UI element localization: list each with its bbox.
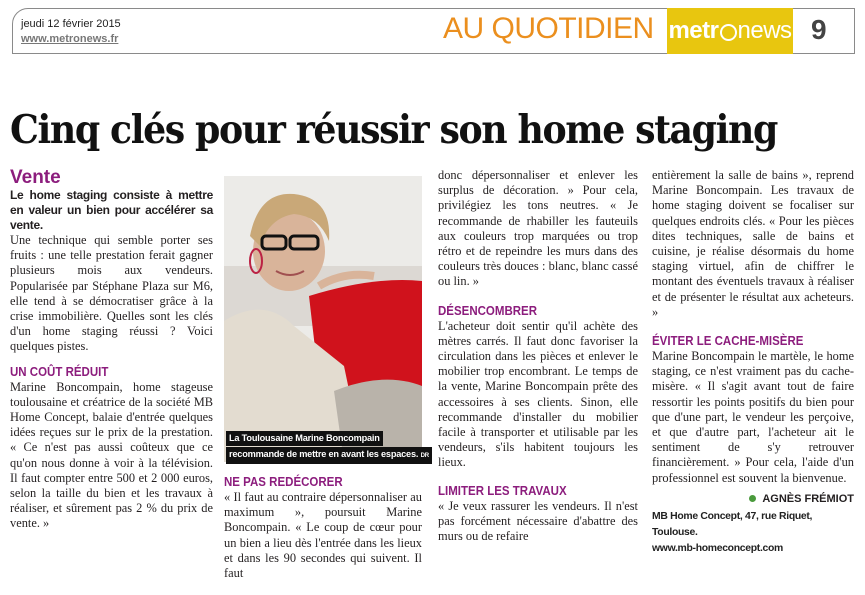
bullet-icon: [749, 495, 756, 502]
caption-line-2: recommande de mettre en avant les espaces.: [229, 449, 419, 459]
section-body-eviter-cache-misere: Marine Boncompain le martèle, le home staging, ce n'est vraiment pas du cache-misère. « Il s'agit avant tout de faire ressortir les points positifs du bien pour que d'une part, le vendeur les perçoive, et que d'autre part, l'acheteur ait le sentiment de s'y retrouver financièrement. » Pour cela, l'aide d'un professionnel est souvent la bienvenue.: [652, 349, 854, 485]
section-body-ne-pas-redecorer-2: donc dépersonnaliser et enlever les surplus de décoration. » Pour cela, privilégiez les tons neutres. « Je recommande de rhabiller les fauteuils aux couleurs trop marquées ou trop rétro et de repeindre les murs dans des couleurs très douces : blanc, blanc cassé ou lin. »: [438, 168, 638, 289]
subhead-desencombrer: DÉSENCOMBRER: [438, 303, 538, 318]
author-byline: [652, 492, 854, 507]
article-headline: Cinq clés pour réussir son home staging: [10, 107, 777, 153]
company-info: [652, 509, 854, 557]
section-body-desencombrer: L'acheteur doit sentir qu'il achète des mètres carrés. Il faut donc favoriser la circulation dans les pièces et enlever le mobilier trop encombrant. Le temps de la vente, Marine Boncompain prête des accessoires à ses clients. Sinon, elle recommande d'installer du mobilier facile à transporter et utilisable par les vendeurs, s'ils habitent toujours les lieux.: [438, 318, 638, 470]
page-number: 9: [811, 14, 827, 45]
column-1: [10, 168, 213, 532]
portrait-image: [224, 176, 422, 462]
metronews-logo: [667, 8, 793, 54]
article-kicker: Vente: [10, 167, 61, 188]
brand-part2: news: [737, 17, 792, 44]
column-2: [224, 470, 422, 581]
page-header: [12, 8, 855, 54]
subhead-ne-pas-redecorer: NE PAS REDÉCORER: [224, 475, 343, 489]
section-body-limiter-travaux-2: entièrement la salle de bains », reprend Marine Boncompain. Les travaux de home staging doivent se focaliser sur quelques endroits clés. « Pour les pièces dites techniques, salle de bains et cuisine, je réalise désormais du home staging virtuel, afin de chiffrer le montant des éventuels travaux à réaliser et de présenter le résultat aux acheteurs. »: [652, 168, 854, 319]
author-name: AGNÈS FRÉMIOT: [762, 492, 854, 505]
section-body-limiter-travaux-1: « Je veux rassurer les vendeurs. Il n'est pas forcément nécessaire d'abattre des murs ou de refaire: [438, 498, 638, 544]
subhead-eviter-cache-misere: ÉVITER LE CACHE-MISÈRE: [652, 334, 804, 349]
globe-icon: [720, 24, 737, 41]
brand-part1: metr: [668, 17, 719, 44]
article-lead: Le home staging consiste à mettre en valeur un bien pour accélérer sa vente.: [10, 188, 213, 232]
article-intro: Une technique qui semble porter ses fruits : une telle prestation ferait gagner plusieurs mois aux vendeurs. Popularisée par Stéphane Plaza sur M6, elle tend à se démocratiser grâce à la crise immobilière. Quelles sont les clés d'un home staging réussi ? Voici quelques pistes.: [10, 233, 213, 354]
website-link[interactable]: www.metronews.fr: [21, 33, 119, 45]
column-3: [438, 168, 638, 544]
company-website[interactable]: www.mb-homeconcept.com: [652, 543, 783, 555]
section-title: AU QUOTIDIEN: [443, 12, 654, 45]
article-photo: [224, 176, 422, 462]
photo-caption: [226, 431, 432, 465]
issue-date: jeudi 12 février 2015: [21, 18, 121, 30]
company-address: MB Home Concept, 47, rue Riquet, Toulouse.: [652, 511, 813, 539]
subhead-limiter-travaux: LIMITER LES TRAVAUX: [438, 483, 567, 498]
section-body-cout-reduit: Marine Boncompain, home stageuse toulousaine et créatrice de la société MB Home Concept, balaie d'entrée quelques idées reçues sur le prix de la prestation. « Ce n'est pas aussi coûteux que ce qu'on nous donne à voir à la télévision. Il faut compter entre 500 et 2 000 euros, selon la taille du bien et les travaux à réaliser, et sûrement pas 2 % du prix de vente. »: [10, 379, 213, 531]
caption-line-1: La Toulousaine Marine Boncompain: [226, 431, 383, 446]
subhead-cout-reduit: UN COÛT RÉDUIT: [10, 364, 109, 379]
photo-credit: DR: [420, 453, 429, 459]
section-body-ne-pas-redecorer-1: « Il faut au contraire dépersonnaliser au maximum », poursuit Marine Boncompain. « Le coup de cœur pour un bien a lieu dès l'entrée dans les lieux et dans les 90 secondes qui suivent. Il faut: [224, 490, 422, 581]
column-4: [652, 168, 854, 557]
